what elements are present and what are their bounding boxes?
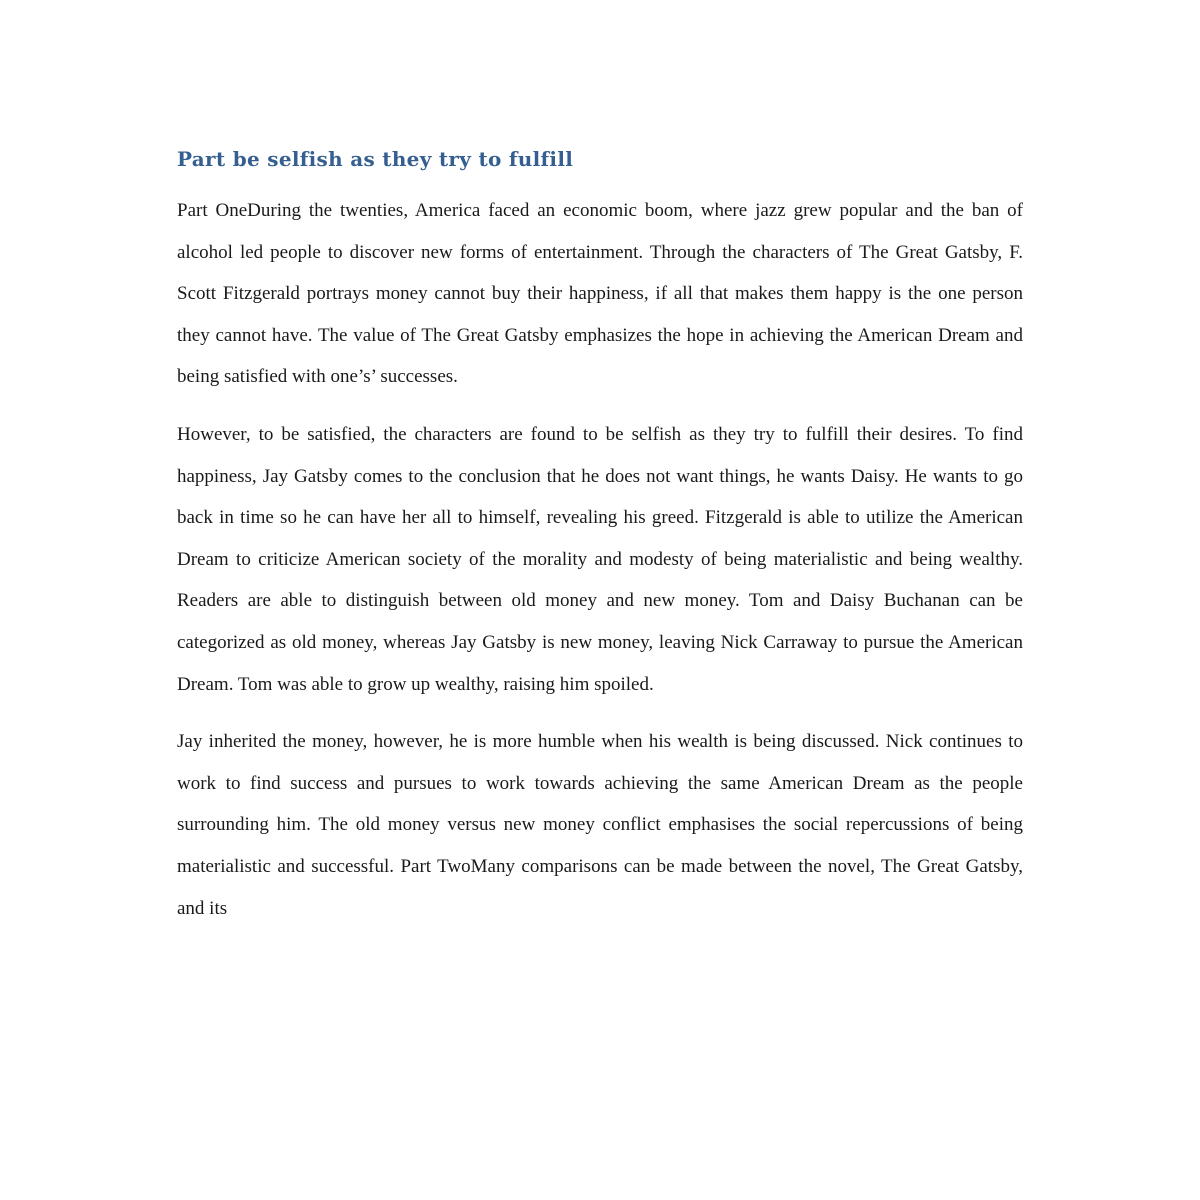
paragraph-1: Part OneDuring the twenties, America faced an economic boom, where jazz grew popular and the ban of alcohol led people to discover new forms of entertainment. Through the characters of The Great Gatsby, F. Scott Fitzgerald portrays money cannot buy their happiness, if all that makes them happy is the one person they cannot have. The value of The Great Gatsby emphasizes the hope in achieving the American Dream and being satisfied with one’s’ successes. xyxy=(177,200,1023,388)
section-heading: Part be selfish as they try to fulfill xyxy=(177,147,574,171)
document-body xyxy=(177,140,1023,945)
paragraph-3: Jay inherited the money, however, he is more humble when his wealth is being discussed. Nick continues to work to find success and pursues to work towards achieving the same American Dream as the people surrounding him. The old money versus new money conflict emphasises the social repercussions of being materialistic and successful. Part TwoMany comparisons can be made between the novel, The Great Gatsby, and its xyxy=(177,731,1023,919)
paragraph-2: However, to be satisfied, the characters are found to be selfish as they try to fulfill their desires. To find happiness, Jay Gatsby comes to the conclusion that he does not want things, he wants Daisy. He wants to go back in time so he can have her all to himself, revealing his greed. Fitzgerald is able to utilize the American Dream to criticize American society of the morality and modesty of being materialistic and being wealthy. Readers are able to distinguish between old money and new money. Tom and Daisy Buchanan can be categorized as old money, whereas Jay Gatsby is new money, leaving Nick Carraway to pursue the American Dream. Tom was able to grow up wealthy, raising him spoiled. xyxy=(177,423,1023,695)
